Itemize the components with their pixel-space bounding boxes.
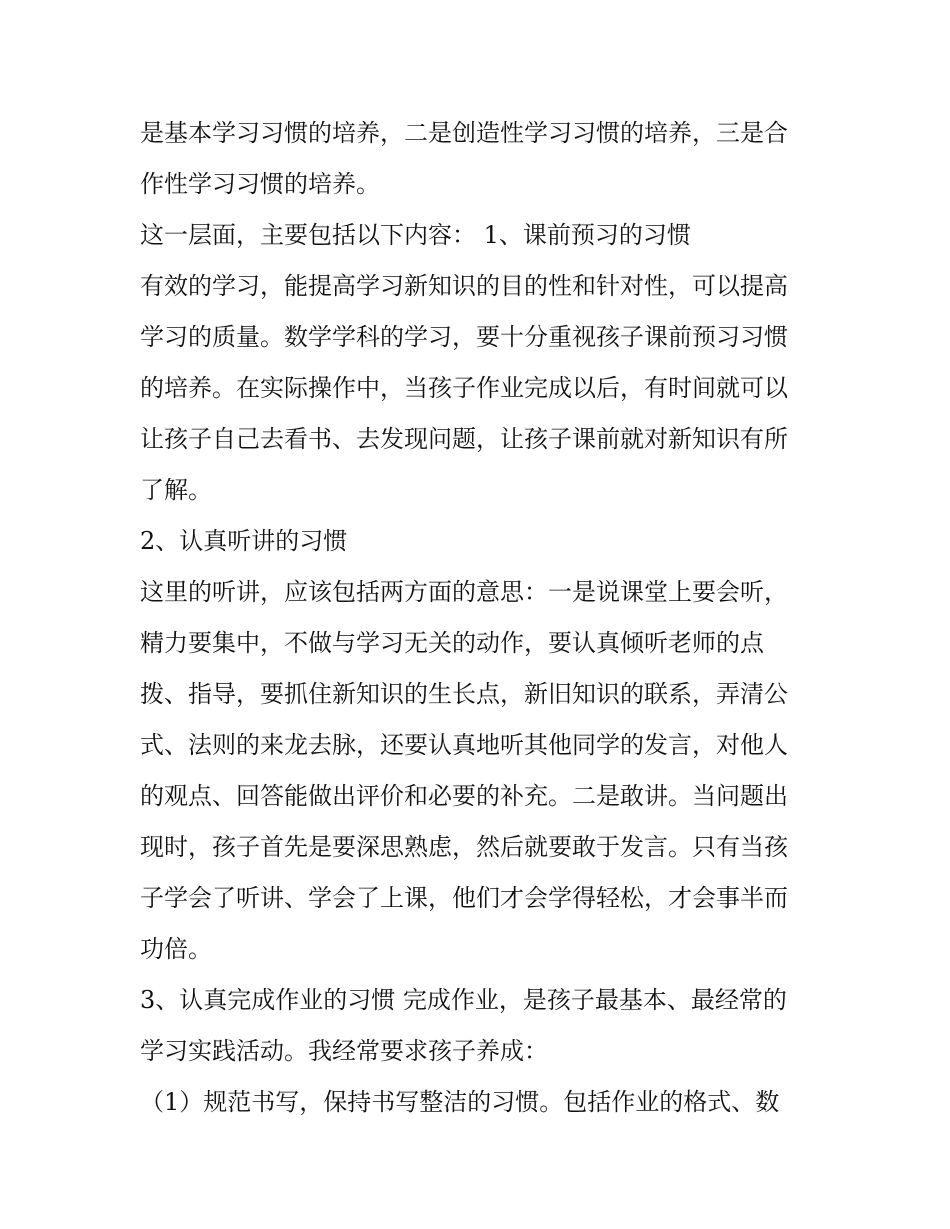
- section-heading: 3、认真完成作业的习惯 完成作业，是孩子最基本、最经常的: [140, 986, 787, 1014]
- text-line: 的培养。在实际操作中，当孩子作业完成以后，有时间就可以: [140, 374, 788, 402]
- text-line: 这一层面，主要包括以下内容： 1、课前预习的习惯: [140, 221, 691, 249]
- text-line: 学习实践活动。我经常要求孩子养成：: [140, 1037, 548, 1065]
- text-line: 了解。: [140, 476, 212, 504]
- text-line: 的观点、回答能做出评价和必要的补充。二是敢讲。当问题出: [140, 782, 788, 810]
- text-line: 这里的听讲，应该包括两方面的意思：一是说课堂上要会听，: [140, 578, 788, 606]
- text-line: 让孩子自己去看书、去发现问题，让孩子课前就对新知识有所: [140, 425, 788, 453]
- text-line: 精力要集中，不做与学习无关的动作，要认真倾听老师的点: [140, 629, 764, 657]
- section-heading: 2、认真听讲的习惯: [140, 527, 348, 555]
- text-line: 式、法则的来龙去脉，还要认真地听其他同学的发言，对他人: [140, 731, 788, 759]
- document-page: [140, 108, 820, 1128]
- text-line: 有效的学习，能提高学习新知识的目的性和针对性，可以提高: [140, 272, 788, 300]
- text-line: 子学会了听讲、学会了上课，他们才会学得轻松，才会事半而: [140, 884, 788, 912]
- text-line: 作性学习习惯的培养。: [140, 170, 380, 198]
- text-line: 现时，孩子首先是要深思熟虑，然后就要敢于发言。只有当孩: [140, 833, 788, 861]
- text-line: （1）规范书写，保持书写整洁的习惯。包括作业的格式、数: [140, 1088, 780, 1116]
- text-line: 功倍。: [140, 935, 212, 963]
- text-line: 学习的质量。数学学科的学习，要十分重视孩子课前预习习惯: [140, 323, 788, 351]
- text-line: 拨、指导，要抓住新知识的生长点，新旧知识的联系，弄清公: [140, 680, 788, 708]
- text-line: 是基本学习习惯的培养，二是创造性学习习惯的培养，三是合: [140, 119, 788, 147]
